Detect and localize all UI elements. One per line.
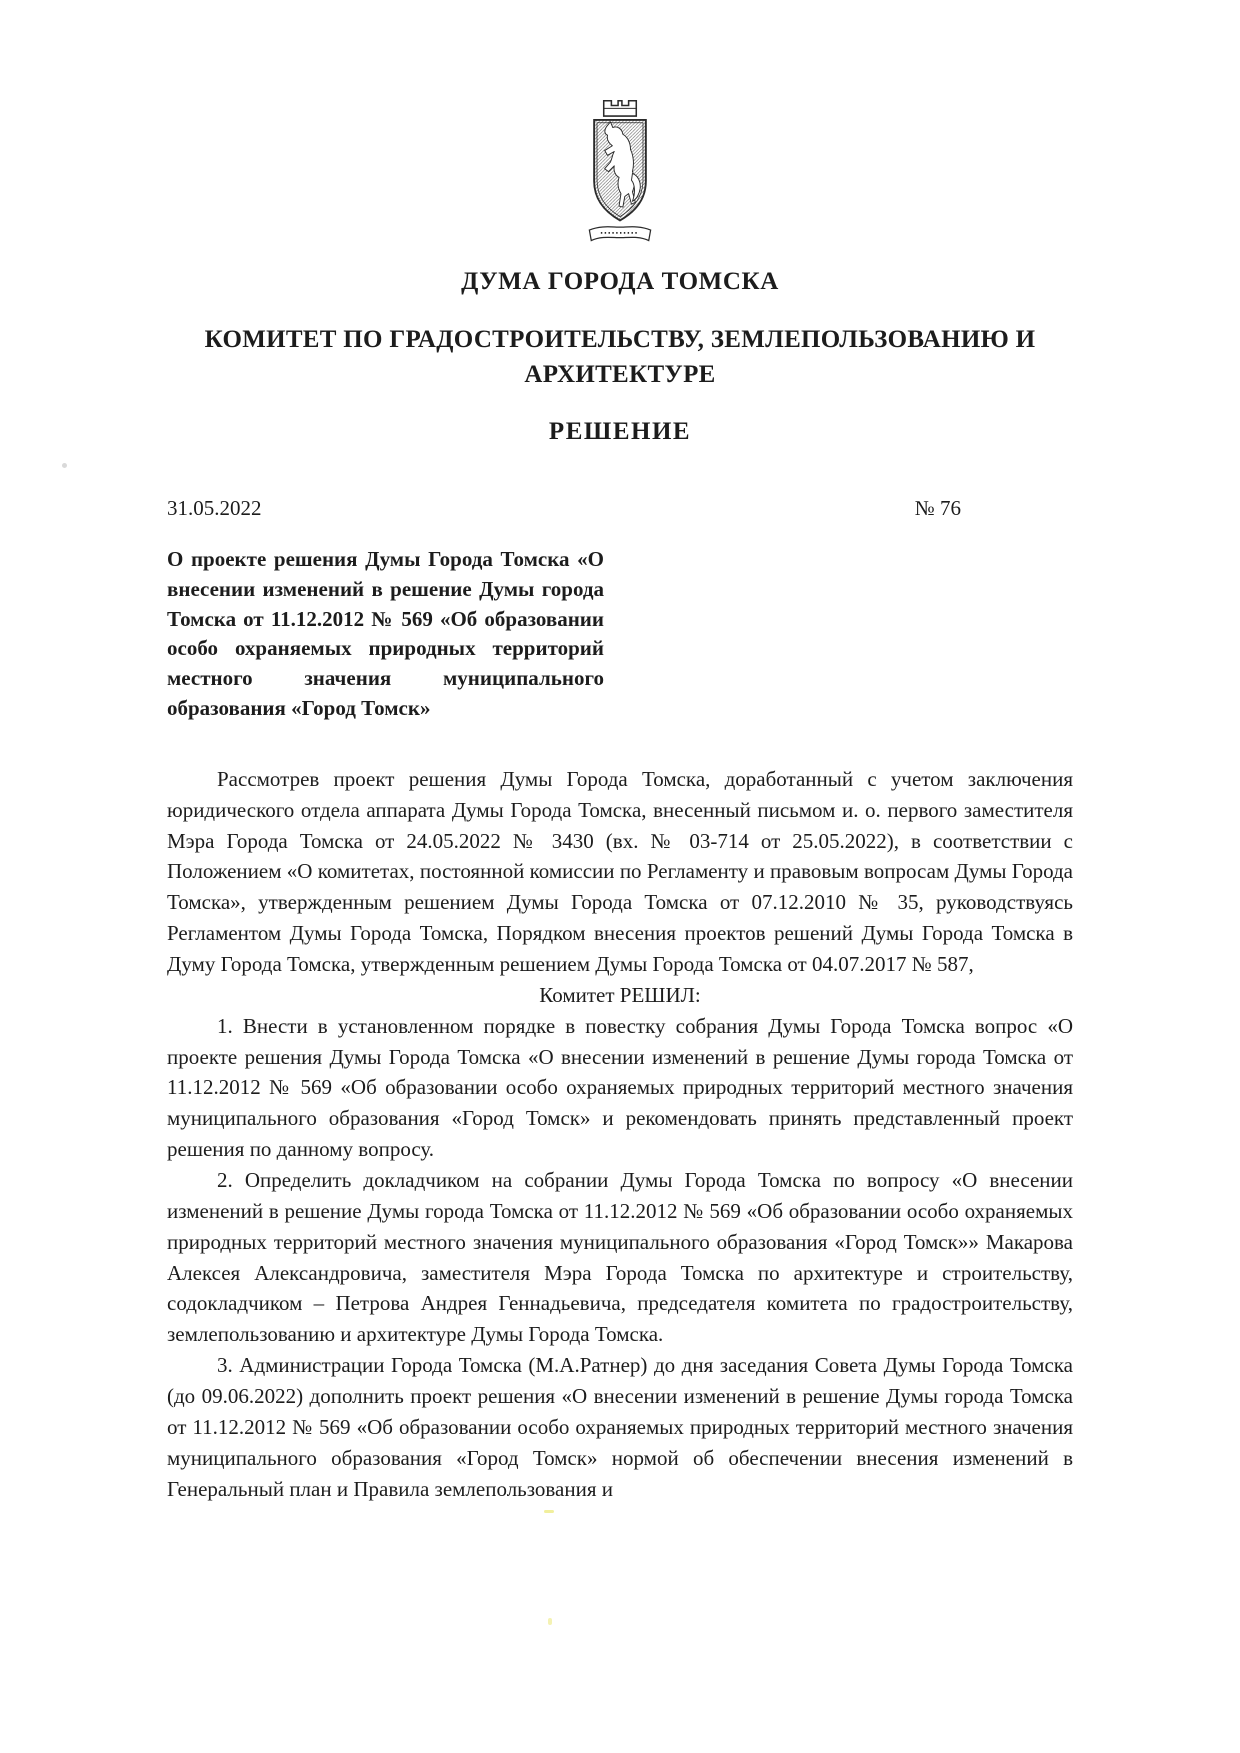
document-date: 31.05.2022 bbox=[167, 496, 262, 520]
document-number: № 76 bbox=[914, 496, 961, 520]
document-meta-row bbox=[167, 496, 1073, 521]
resolution-item-3: 3. Администрации Города Томска (М.А.Ратнер) до дня заседания Совета Думы Города Томска (до 09.06.2022) дополнить проект решения «О внесении изменений в решение Думы города Томска от 11.12.2012 № 569 «Об образовании особо охраняемых природных территорий местного значения муниципального образования «Город Томск» нормой об обеспечении внесения изменений в Генеральный план и Правила землепользования и bbox=[167, 1353, 1073, 1501]
resolution-heading: Комитет РЕШИЛ: bbox=[539, 982, 701, 1007]
resolution-item-2: 2. Определить докладчиком на собрании Думы Города Томска по вопросу «О внесении изменений в решение Думы города Томска от 11.12.2012 № 569 «Об образовании особо охраняемых природных территорий местного значения муниципального образования «Город Томск»» Макарова Алексея Александровича, заместителя Мэра Города Томска по архитектуре и строительству, содокладчиком – Петрова Андрея Геннадьевича, председателя комитета по градостроительству, землепользованию и архитектуре Думы Города Томска. bbox=[167, 1168, 1073, 1347]
scan-artifact-dot bbox=[62, 463, 67, 468]
tomsk-coat-of-arms bbox=[572, 95, 668, 258]
document-subject: О проекте решения Думы Города Томска «О внесении изменений в решение Думы города Томска от 11.12.2012 № 569 «Об образовании особо охраняемых природных территорий местного значения муниципального образования «Город Томск» bbox=[167, 547, 604, 721]
resolution-item-1: 1. Внести в установленном порядке в повестку собрания Думы Города Томска вопрос «О проекте решения Думы Города Томска «О внесении изменений в решение Думы города Томска от 11.12.2012 № 569 «Об образовании особо охраняемых природных территорий местного значения муниципального образования «Город Томск» и рекомендовать принять представленный проект решения по данному вопросу. bbox=[167, 1013, 1073, 1162]
document-type-heading: РЕШЕНИЕ bbox=[548, 418, 692, 445]
scan-artifact-mark bbox=[544, 1510, 554, 1513]
organization-name: ДУМА ГОРОДА ТОМСКА bbox=[461, 268, 779, 295]
scan-artifact-mark bbox=[548, 1618, 552, 1625]
preamble-paragraph: Рассмотрев проект решения Думы Города Томска, доработанный с учетом заключения юридического отдела аппарата Думы Города Томска, внесенный письмом и. о. первого заместителя Мэра Города Томска от 24.05.2022 № 3430 (вх. № 03-714 от 25.05.2022), в соответствии с Положением «О комитетах, постоянной комиссии по Регламенту и правовым вопросам Думы Города Томска», утвержденным решением Думы Города Томска от 07.12.2010 № 35, руководствуясь Регламентом Думы Города Томска, Порядком внесения проектов решений Думы Города Томска в Думу Города Томска, утвержденным решением Думы Города Томска от 04.07.2017 № 587, bbox=[167, 766, 1073, 977]
committee-name: КОМИТЕТ ПО ГРАДОСТРОИТЕЛЬСТВУ, ЗЕМЛЕПОЛЬЗОВАНИЮ И АРХИТЕКТУРЕ bbox=[204, 326, 1036, 388]
coat-of-arms-icon bbox=[572, 95, 668, 253]
